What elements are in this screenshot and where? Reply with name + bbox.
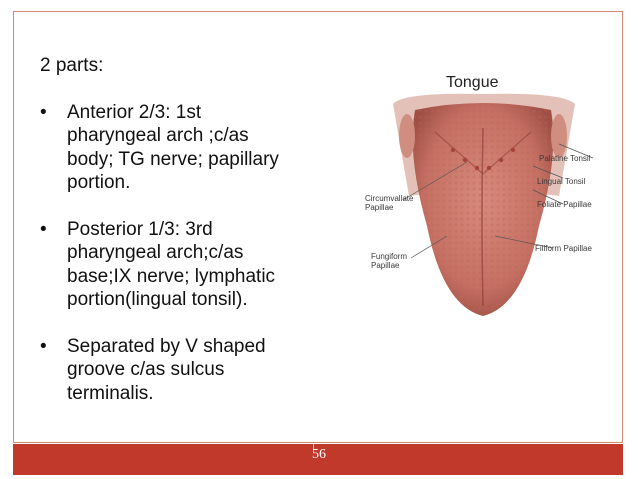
bullet-line: portion(lingual tonsil). — [67, 289, 248, 310]
slide-text — [40, 54, 330, 428]
bullet-line: terminalis. — [67, 382, 154, 404]
bullet-line: groove c/as sulcus — [67, 359, 225, 380]
label-palatine-tonsil: Palatine Tonsil — [539, 154, 591, 163]
tongue-figure — [363, 66, 615, 322]
bullet-line: pharyngeal arch;c/as — [67, 242, 244, 263]
palatine-tonsil-right — [551, 114, 567, 158]
bullet-anterior — [40, 101, 330, 195]
label-foliate: Foliate Papillae — [537, 200, 592, 209]
label-circumvallate: Circumvallate Papillae — [365, 194, 414, 212]
bullet-line: pharyngeal arch ;c/as — [67, 125, 249, 146]
label-fungiform: Fungiform Papillae — [371, 252, 408, 270]
bullet-posterior — [40, 218, 330, 312]
bullet-line: Posterior 1/3: 3rd — [67, 218, 213, 240]
bullet-marker: • — [40, 335, 47, 357]
bullet-line: Separated by V shaped — [67, 335, 266, 357]
bullet-line: portion. — [67, 172, 131, 193]
bullet-marker: • — [40, 218, 47, 240]
label-lingual-tonsil: Lingual Tonsil — [537, 177, 586, 186]
label-filiform: Filiform Papillae — [535, 244, 592, 253]
bullet-line: base;IX nerve; lymphatic — [67, 265, 276, 287]
bullet-sulcus — [40, 335, 330, 406]
bullet-marker: • — [40, 101, 47, 123]
bullet-line: Anterior 2/3: 1st — [67, 101, 202, 123]
figure-title: Tongue — [446, 74, 499, 91]
palatine-tonsil-left — [399, 114, 415, 158]
page-number: 56 — [312, 447, 326, 462]
bullet-line: body; TG nerve; papillary — [67, 148, 279, 170]
slide-heading: 2 parts: — [40, 55, 104, 76]
